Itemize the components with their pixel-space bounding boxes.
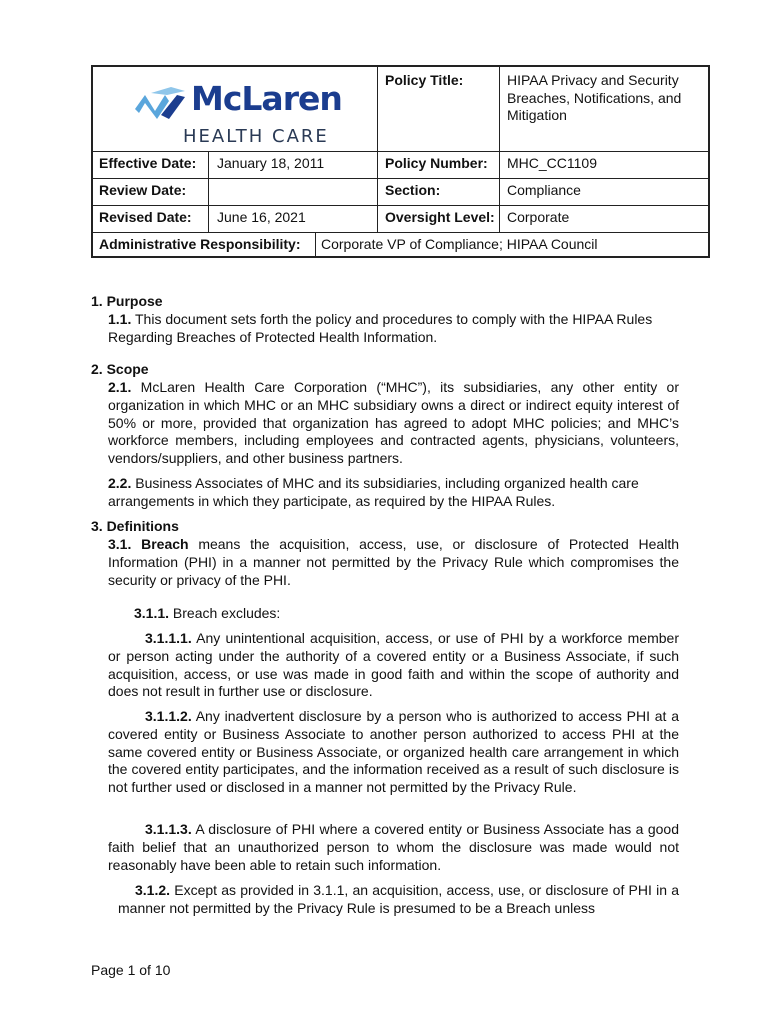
section-3-1-text: means the acquisition, access, use, or disclosure of Protected Health Information (PHI) in a manner not permitted by the Privacy Rule which compromises the security or privacy of the PHI.: [108, 536, 680, 588]
section-3-1-1-number: 3.1.1.: [134, 605, 170, 621]
policy-title-value: HIPAA Privacy and Security Breaches, Notifications, and Mitigation: [507, 72, 682, 123]
effective-date-label: Effective Date:: [99, 155, 197, 171]
admin-responsibility-label: Administrative Responsibility:: [99, 236, 301, 252]
policy-title-label: Policy Title:: [385, 72, 464, 88]
section-1-heading: 1. Purpose: [91, 293, 163, 309]
logo-subtitle: HEALTH CARE: [183, 126, 329, 147]
section-3-1-term: 3.1. Breach: [108, 536, 189, 552]
section-2-2-paragraph: [108, 475, 679, 511]
section-3-1-2-number: 3.1.2.: [135, 882, 171, 898]
revised-date-label: Revised Date:: [99, 209, 192, 225]
section-label: Section:: [385, 182, 441, 198]
mclaren-swoosh-icon: [131, 81, 191, 125]
oversight-level-label: Oversight Level:: [385, 209, 495, 225]
section-1-1-number: 1.1.: [108, 311, 132, 327]
section-value: Compliance: [507, 182, 581, 198]
section-3-1-2-paragraph: [118, 882, 679, 918]
effective-date-value: January 18, 2011: [217, 155, 325, 171]
section-3-1-1-3-number: 3.1.1.3.: [145, 821, 192, 837]
admin-responsibility-value: Corporate VP of Compliance; HIPAA Council: [321, 236, 598, 252]
oversight-level-value: Corporate: [507, 209, 570, 225]
section-2-1-text: McLaren Health Care Corporation (“MHC”), its subsidiaries, any other entity or organization in which MHC or an MHC subsidiary owns a direct or indirect equity interest of 50% or more, provided that organization has agreed to adopt MHC policies; and MHC’s workforce members, including employees and contracted agents, physicians, volunteers, vendors/suppliers, and other business partners.: [108, 379, 679, 467]
section-2-2-text: Business Associates of MHC and its subsidiaries, including organized health care arrangements in which they participate, as required by the HIPAA Rules.: [108, 475, 639, 509]
section-3-heading: 3. Definitions: [91, 518, 179, 534]
mclaren-logo: [131, 73, 346, 153]
section-3-1-2-text: Except as provided in 3.1.1, an acquisition, access, use, or disclosure of PHI in a manner not permitted by the Privacy Rule is presumed to be a Breach unless: [118, 882, 679, 916]
section-3-1-1-1-number: 3.1.1.1.: [145, 630, 192, 646]
section-3-1-1-paragraph: [134, 605, 280, 623]
section-3-1-paragraph: [108, 536, 679, 589]
section-1-1-paragraph: [108, 311, 660, 347]
section-3-1-1-2-text: Any inadvertent disclosure by a person who is authorized to access PHI at a covered entity or Business Associate to another person authorized to access PHI at the same covered entity or Business Associate, or organized health care arrangement in which the covered entity participates, and the information received as a result of such disclosure is not further used or disclosed in a manner not permitted by the Privacy Rule.: [108, 708, 679, 796]
policy-number-value: MHC_CC1109: [507, 155, 597, 171]
section-3-1-1-2-number: 3.1.1.2.: [145, 708, 192, 724]
revised-date-value: June 16, 2021: [217, 209, 306, 225]
section-2-1-paragraph: [108, 379, 679, 468]
section-3-1-1-1-text: Any unintentional acquisition, access, or use of PHI by a workforce member or person acting under the authority of a covered entity or a Business Associate, if such acquisition, access, or use was made in good faith and within the scope of authority and does not result in further use or disclosure.: [108, 630, 679, 700]
review-date-label: Review Date:: [99, 182, 187, 198]
page-number: Page 1 of 10: [91, 962, 171, 978]
section-3-1-1-2-paragraph: [108, 708, 679, 797]
logo-wordmark: McLaren: [191, 79, 342, 118]
section-3-1-1-3-paragraph: [108, 821, 679, 874]
section-3-1-1-3-text: A disclosure of PHI where a covered entity or Business Associate has a good faith belief that an unauthorized person to whom the disclosure was made would not reasonably have been able to retain such information.: [108, 821, 679, 873]
section-1-1-text: This document sets forth the policy and procedures to comply with the HIPAA Rules Regarding Breaches of Protected Health Information.: [108, 311, 653, 345]
section-2-1-number: 2.1.: [108, 379, 132, 395]
section-3-1-1-1-paragraph: [108, 630, 679, 701]
policy-number-label: Policy Number:: [385, 155, 488, 171]
section-3-1-1-text: Breach excludes:: [169, 605, 281, 621]
policy-header-table: [91, 65, 710, 258]
section-2-heading: 2. Scope: [91, 361, 149, 377]
section-2-2-number: 2.2.: [108, 475, 132, 491]
